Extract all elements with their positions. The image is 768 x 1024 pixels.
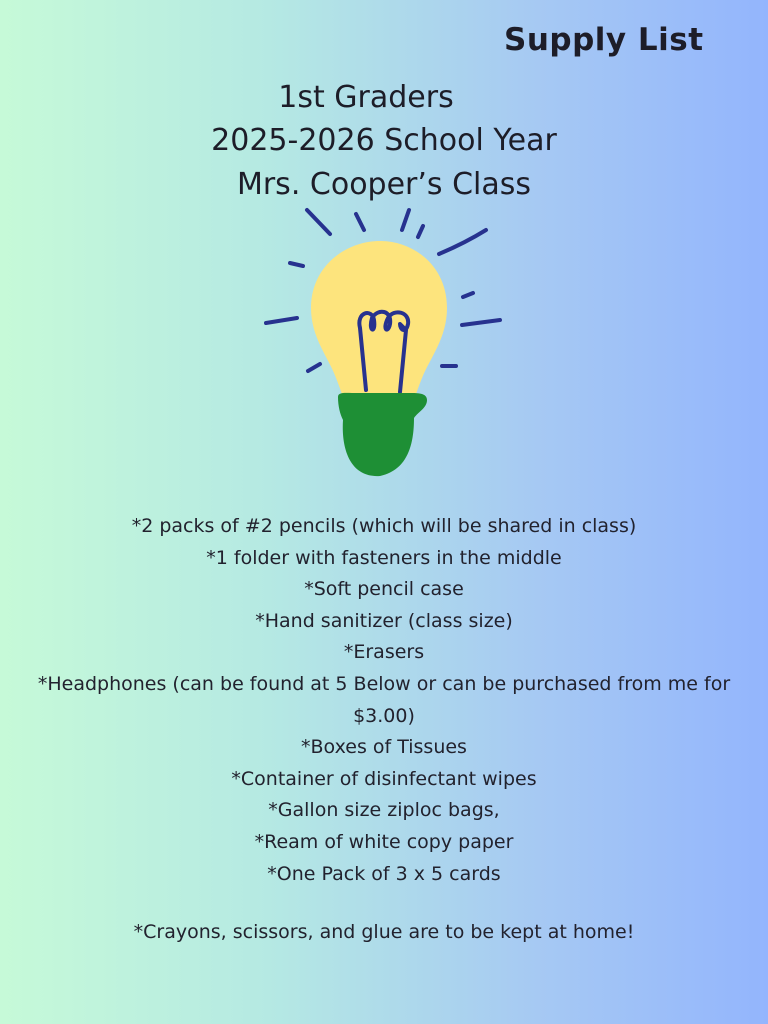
lightbulb-icon bbox=[258, 200, 518, 485]
list-item: *2 packs of #2 pencils (which will be shared in class) bbox=[131, 515, 637, 537]
list-item: *Hand sanitizer (class size) bbox=[255, 609, 513, 632]
bulb-glass bbox=[311, 241, 447, 400]
list-item: $3.00) bbox=[353, 704, 415, 727]
grade-heading: 1st Graders bbox=[278, 80, 454, 115]
list-item: *Ream of white copy paper bbox=[254, 830, 514, 853]
home-supplies-note: *Crayons, scissors, and glue are to be kept at home! bbox=[133, 921, 635, 943]
list-item: *Soft pencil case bbox=[304, 578, 464, 601]
list-item: *1 folder with fasteners in the middle bbox=[206, 546, 562, 569]
supply-list bbox=[0, 511, 768, 890]
bulb-base bbox=[338, 393, 427, 476]
list-item: *Gallon size ziploc bags, bbox=[268, 799, 500, 822]
list-item: *One Pack of 3 x 5 cards bbox=[267, 862, 501, 885]
list-item: *Erasers bbox=[343, 641, 425, 664]
school-year-heading: 2025-2026 School Year bbox=[211, 123, 557, 158]
teacher-heading: Mrs. Cooper’s Class bbox=[236, 167, 532, 202]
list-item: *Boxes of Tissues bbox=[301, 736, 467, 759]
page-title: Supply List bbox=[504, 22, 704, 58]
list-item: *Headphones (can be found at 5 Below or can be purchased from me for bbox=[37, 672, 731, 695]
list-item: *Container of disinfectant wipes bbox=[231, 767, 537, 790]
